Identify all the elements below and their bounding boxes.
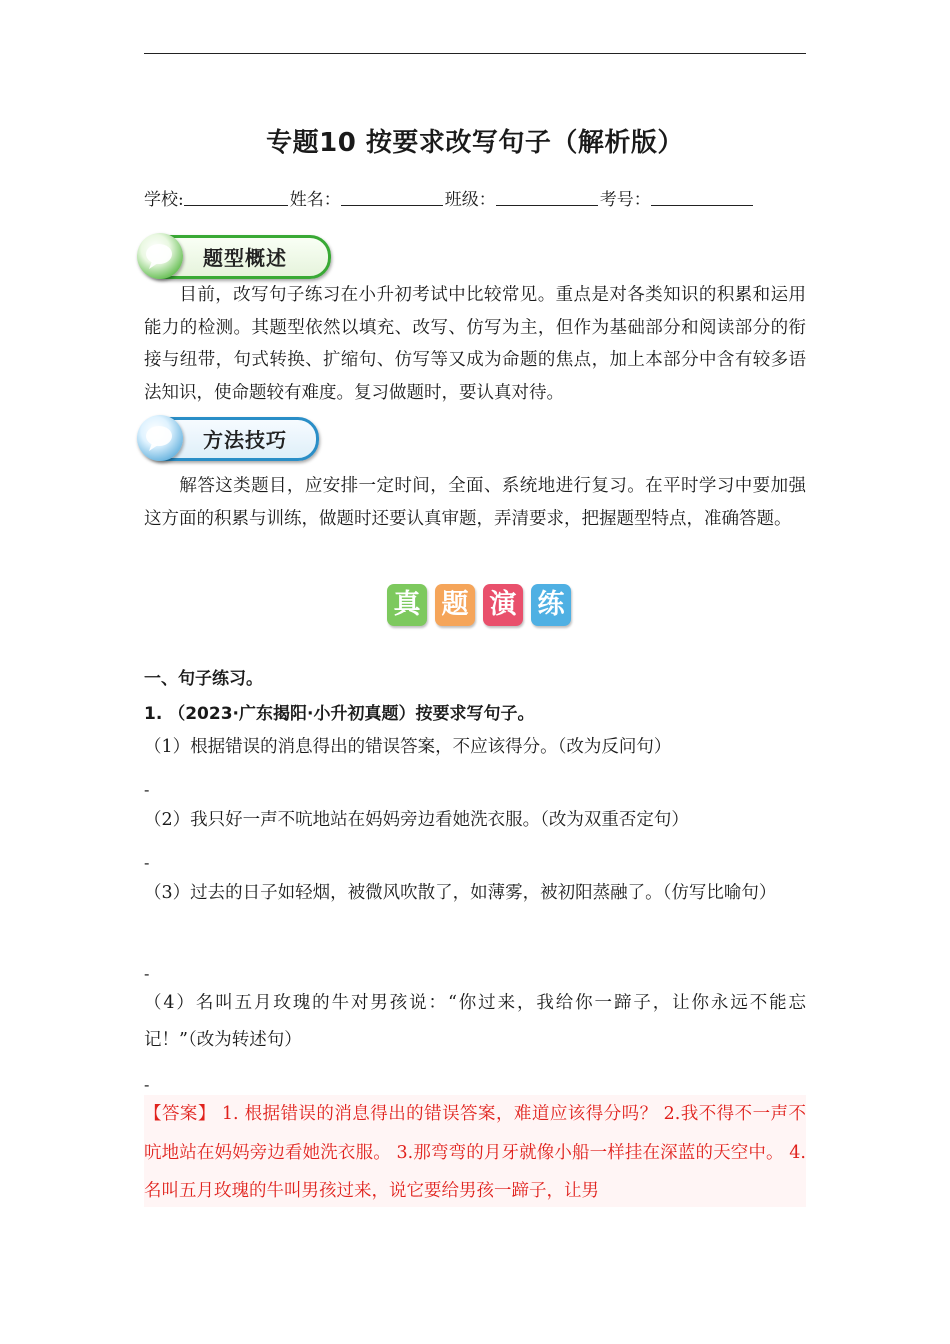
method-paragraph — [144, 470, 806, 535]
question-number: 1. — [144, 704, 163, 724]
answer-blank[interactable]: - — [144, 780, 150, 799]
number-blank[interactable] — [651, 191, 753, 206]
method-badge — [137, 415, 321, 461]
practice-tile: 题 — [435, 584, 475, 626]
number-label: 考号： — [599, 190, 651, 210]
class-label: 班级： — [444, 190, 496, 210]
name-label: 姓名： — [289, 190, 341, 210]
question-item: （1）根据错误的消息得出的错误答案，不应该得分。（改为反问句） — [144, 737, 672, 757]
practice-tile: 演 — [483, 584, 523, 626]
method-badge-label: 方法技巧 — [203, 428, 287, 452]
answer-blank[interactable]: - — [144, 1075, 150, 1094]
overview-paragraph — [144, 279, 806, 409]
answer-text: 1. 根据错误的消息得出的错误答案，难道应该得分吗？ 2.我不得不一声不吭地站在妈妈旁边看她洗衣服。 3.那弯弯的月牙就像小船一样挂在深蓝的天空中。 4.名叫五月玫瑰的牛叫男孩过来，说它要给男孩一蹄子，让男 — [144, 1104, 806, 1201]
speech-bubble-icon — [137, 415, 183, 461]
class-blank[interactable] — [496, 191, 598, 206]
question-item: （4）名叫五月玫瑰的牛对男孩说：“你过来，我给你一蹄子，让你永远不能忘记！”（改为转述句） — [144, 993, 806, 1050]
practice-tile: 练 — [531, 584, 571, 626]
method-text: 解答这类题目，应安排一定时间，全面、系统地进行复习。在平时学习中要加强这方面的积累与训练，做题时还要认真审题，弄清要求，把握题型特点，准确答题。 — [144, 476, 806, 529]
practice-tile: 真 — [387, 584, 427, 626]
answer-block — [144, 1095, 806, 1207]
speech-bubble-icon — [137, 233, 183, 279]
student-info-line — [144, 185, 755, 210]
question-item: （2）我只好一声不吭地站在妈妈旁边看她洗衣服。（改为双重否定句） — [144, 810, 689, 830]
page-title: 专题10 按要求改写句子（解析版） — [266, 128, 684, 158]
question-item: （3）过去的日子如轻烟，被微风吹散了，如薄雾，被初阳蒸融了。（仿写比喻句） — [144, 883, 777, 903]
name-blank[interactable] — [341, 191, 443, 206]
overview-badge — [137, 233, 331, 279]
answer-label: 【答案】 — [144, 1104, 216, 1124]
answer-blank[interactable]: - — [144, 964, 150, 983]
overview-text: 目前，改写句子练习在小升初考试中比较常见。重点是对各类知识的积累和运用能力的检测。其题型依然以填充、改写、仿写为主，但作为基础部分和阅读部分的衔接与纽带，句式转换、扩缩句、仿写等又成为命题的焦点，加上本部分中含有较多语法知识，使命题较有难度。复习做题时，要认真对待。 — [144, 285, 806, 403]
school-blank[interactable] — [184, 191, 288, 206]
header-rule — [144, 53, 806, 54]
question-heading — [144, 699, 534, 724]
section-heading: 一、句子练习。 — [144, 669, 263, 689]
question-title: （2023·广东揭阳·小升初真题）按要求写句子。 — [168, 704, 535, 724]
overview-badge-label: 题型概述 — [203, 246, 287, 270]
answer-blank[interactable]: - — [144, 853, 150, 872]
school-label: 学校: — [144, 190, 184, 210]
